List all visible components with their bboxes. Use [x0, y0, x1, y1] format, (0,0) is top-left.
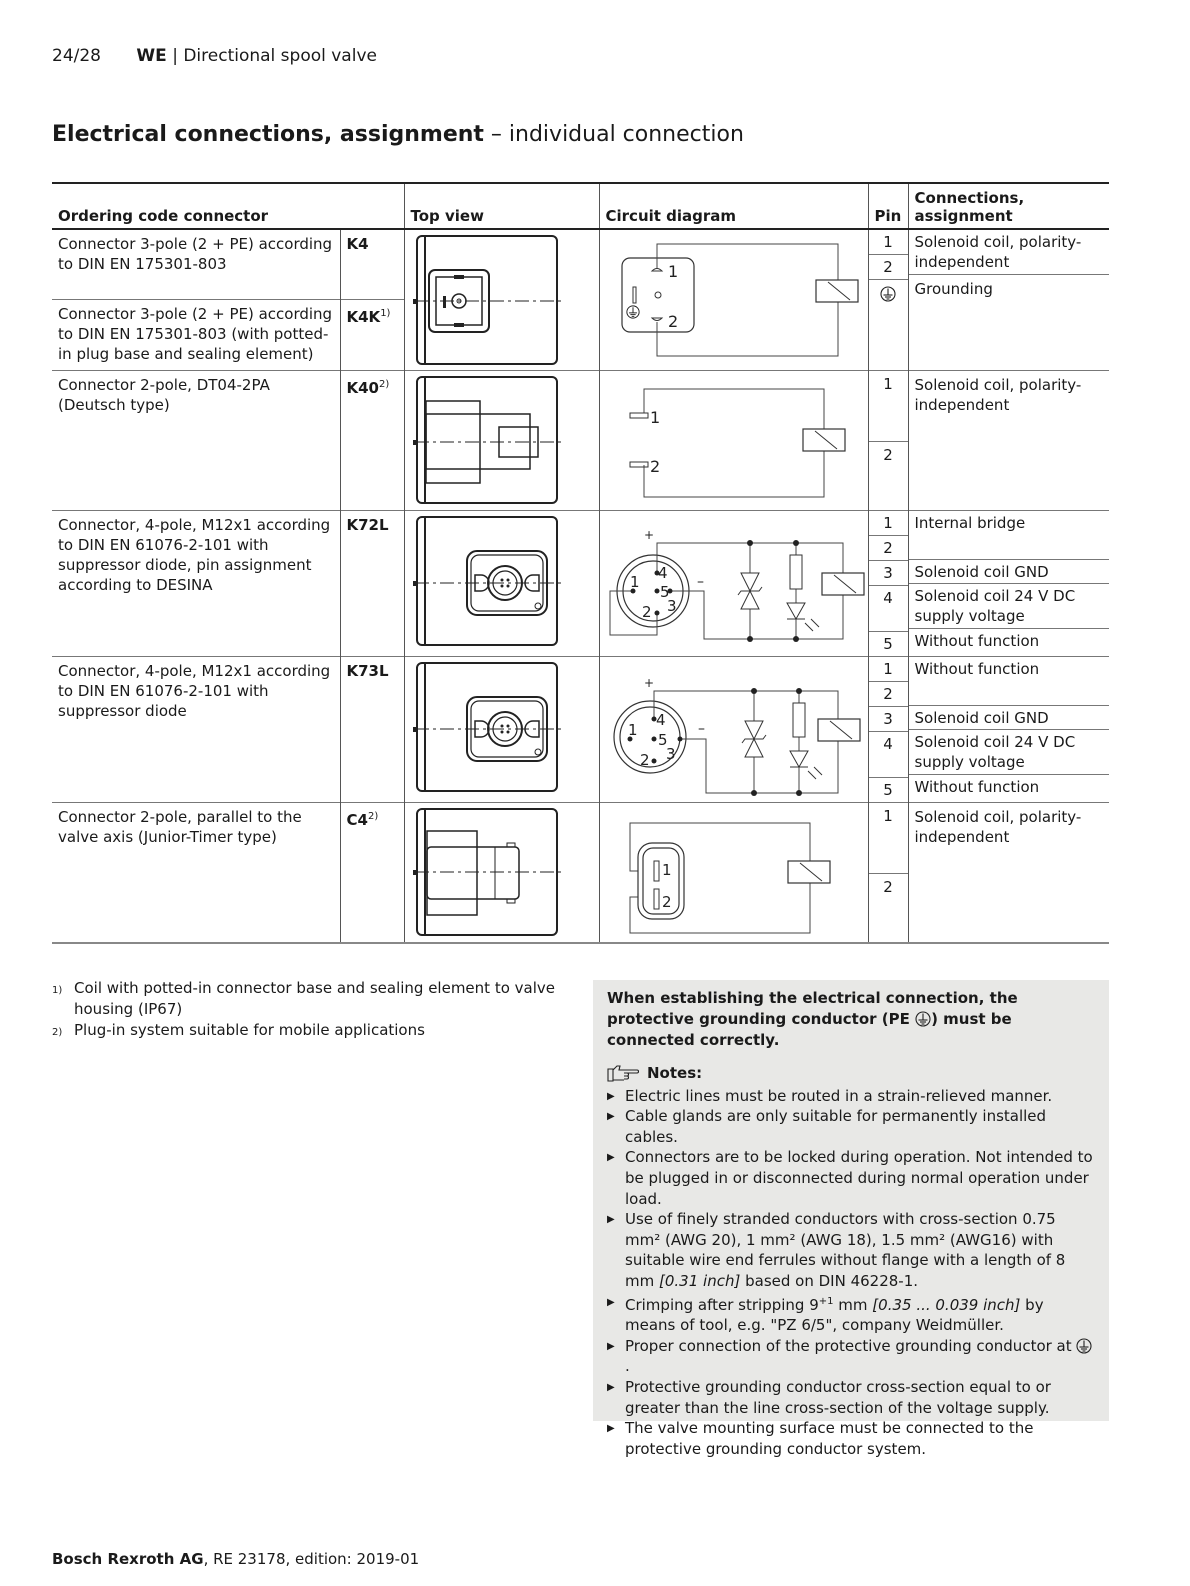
pin-number: 2 — [883, 446, 893, 464]
pin-number: 1 — [869, 230, 908, 255]
header-pin: Pin — [868, 183, 908, 229]
svg-text:2: 2 — [641, 603, 652, 621]
note-item: ▶ Protective grounding conductor cross-section equal to or greater than the line cross-section of the voltage supply. — [607, 1377, 1095, 1418]
row-description: Connector 2-pole, parallel to the valve axis (Junior-Timer type) — [52, 803, 340, 943]
ground-icon — [1076, 1338, 1092, 1354]
series-code: WE — [136, 46, 167, 66]
svg-text:5: 5 — [657, 731, 668, 749]
row-description: Connector, 4-pole, M12x1 according to DIN EN 61076-2-101 with suppressor diode, pin assignment according to DESINA — [52, 511, 340, 657]
row-description: Connector 3-pole (2 + PE) according to DIN EN 175301-803 — [52, 229, 340, 300]
row-code: $K4K^{1)}$ — [340, 300, 404, 371]
footer-doc: , RE 23178, edition: 2019-01 — [203, 1550, 420, 1568]
header-assignment: Connections, assignment — [908, 183, 1109, 229]
footer-company: Bosch Rexroth AG — [52, 1550, 204, 1568]
table-row-c4 — [52, 803, 1109, 943]
assignment-cell-k72l: Internal bridge Solenoid coil GND Solenoid coil 24 V DC supply voltage Without function — [908, 511, 1109, 657]
circuit-k72l — [599, 511, 868, 657]
pin-cell-k40 — [868, 371, 908, 511]
top-view-k4-drawing — [405, 232, 599, 368]
pin-label: 2 — [649, 457, 660, 476]
header-ordering: Ordering code connector — [52, 183, 404, 229]
notes-box — [593, 1053, 1109, 1458]
note-item: ▶ Proper connection of the protective grounding conductor at . — [607, 1336, 1095, 1377]
svg-text:4: 4 — [655, 711, 666, 729]
header-circuit: Circuit diagram — [599, 183, 868, 229]
header-subtitle: Directional spool valve — [183, 46, 377, 66]
circuit-k72l-drawing — [600, 513, 868, 653]
top-view-k72l — [404, 511, 599, 657]
ground-icon — [880, 286, 896, 302]
svg-text:3: 3 — [665, 745, 676, 763]
svg-text:2: 2 — [639, 751, 650, 769]
row-code: K73L — [340, 657, 404, 803]
title-bold: Electrical connections, assignment — [52, 122, 484, 147]
row-description: Connector, 4-pole, M12x1 according to DIN EN 61076-2-101 with suppressor diode — [52, 657, 340, 803]
table-row-k73l — [52, 657, 1109, 803]
pin-label: 2 — [667, 312, 678, 331]
table-row-k40 — [52, 371, 1109, 511]
pin-label: 1 — [649, 408, 660, 427]
row-code: K72L — [340, 511, 404, 657]
circuit-c4 — [599, 803, 868, 943]
svg-text:1: 1 — [627, 721, 638, 739]
pin-label: 1 — [667, 262, 678, 281]
circuit-k40-drawing — [600, 373, 868, 507]
footnotes — [52, 978, 572, 1043]
svg-text:–: – — [696, 574, 704, 590]
pin-cell-k73l: 1 2 3 4 5 — [868, 657, 908, 803]
pointing-hand-icon — [607, 1064, 641, 1082]
circuit-k73l — [599, 657, 868, 803]
page-header — [52, 46, 377, 66]
page-title — [52, 122, 744, 147]
row-description: Connector 3-pole (2 + PE) according to DIN EN 175301-803 (with potted-in plug base and sealing element) — [52, 300, 340, 371]
svg-text:3: 3 — [666, 597, 677, 615]
note-item: ▶ Use of finely stranded conductors with cross-section 0.75 mm² (AWG 20), 1 mm² (AWG 18), 1.5 mm² (AWG16) with suitable wire end ferrules without flange with a length of 8 mm [0.31 inch] based on DIN 46228-1. — [607, 1209, 1095, 1291]
row-description: Connector 2-pole, DT04-2PA (Deutsch type) — [52, 371, 340, 511]
top-view-k40 — [404, 371, 599, 511]
assignment-cell-k73l: Without function Solenoid coil GND Solenoid coil 24 V DC supply voltage Without function — [908, 657, 1109, 803]
svg-text:+: + — [643, 528, 654, 542]
notes-title: Notes: — [607, 1063, 1095, 1084]
row-code: K40$^{2)}$ — [340, 371, 404, 511]
top-view-k4 — [404, 229, 599, 371]
header-separator: | — [172, 46, 178, 66]
assignment-cell-k4 — [908, 229, 1109, 371]
assignment-cell-k40: Solenoid coil, polarity-independent — [908, 371, 1109, 511]
row-code: C4$^{2)}$ — [340, 803, 404, 943]
pin-cell-k4 — [868, 229, 908, 371]
top-view-k73l — [404, 657, 599, 803]
pin-number: 1 — [869, 371, 908, 442]
svg-text:5: 5 — [659, 583, 670, 601]
svg-text:–: – — [697, 721, 705, 737]
note-item: ▶ Crimping after stripping $9^{+1}$ mm [0.35 ... 0.039 inch] by means of tool, e.g. "PZ 6/5", company Weidmüller. — [607, 1292, 1095, 1336]
circuit-k4 — [599, 229, 868, 371]
svg-text:1: 1 — [661, 861, 672, 879]
ground-icon — [915, 1011, 931, 1027]
svg-text:2: 2 — [661, 893, 672, 911]
circuit-k4-drawing — [600, 232, 868, 368]
footnote-1: 1) Coil with potted-in connector base and sealing element to valve housing (IP67) — [52, 979, 555, 1018]
pin-cell-k72l: 1 2 3 4 5 — [868, 511, 908, 657]
row-code: K4 — [340, 229, 404, 300]
table-row-k72l — [52, 511, 1109, 657]
grounding-warning: When establishing the electrical connection, the protective grounding conductor (PE ) must be connected correctly. — [593, 980, 1109, 1059]
assignment-cell-c4: Solenoid coil, polarity-independent — [908, 803, 1109, 943]
top-view-k72l-drawing — [405, 513, 599, 653]
circuit-k40 — [599, 371, 868, 511]
connections-table — [52, 182, 1109, 944]
circuit-k73l-drawing — [600, 659, 868, 799]
circuit-c4-drawing — [600, 805, 868, 939]
notes-list — [607, 1086, 1095, 1460]
page-number: 24/28 — [52, 46, 101, 66]
assignment-text: Grounding — [914, 280, 993, 298]
note-item: ▶ The valve mounting surface must be connected to the protective grounding conductor system. — [607, 1418, 1095, 1459]
svg-text:+: + — [643, 676, 654, 690]
svg-text:4: 4 — [657, 564, 668, 582]
top-view-k40-drawing — [405, 373, 599, 507]
page-footer — [52, 1550, 419, 1568]
note-item: ▶ Cable glands are only suitable for permanently installed cables. — [607, 1106, 1095, 1147]
assignment-text: Solenoid coil, polarity-independent — [909, 230, 1110, 275]
title-rest: – individual connection — [490, 122, 744, 147]
note-item: ▶ Connectors are to be locked during operation. Not intended to be plugged in or disconnected during normal operation under load. — [607, 1147, 1095, 1209]
svg-text:1: 1 — [629, 573, 640, 591]
table-row-k4 — [52, 229, 1109, 300]
header-top-view: Top view — [404, 183, 599, 229]
top-view-c4 — [404, 803, 599, 943]
top-view-c4-drawing — [405, 805, 599, 939]
note-item: ▶ Electric lines must be routed in a strain-relieved manner. — [607, 1086, 1095, 1107]
pin-number: 2 — [869, 255, 908, 280]
top-view-k73l-drawing — [405, 659, 599, 799]
pin-cell-c4: 1 2 — [868, 803, 908, 943]
footnote-2: 2) Plug-in system suitable for mobile applications — [52, 1021, 425, 1039]
